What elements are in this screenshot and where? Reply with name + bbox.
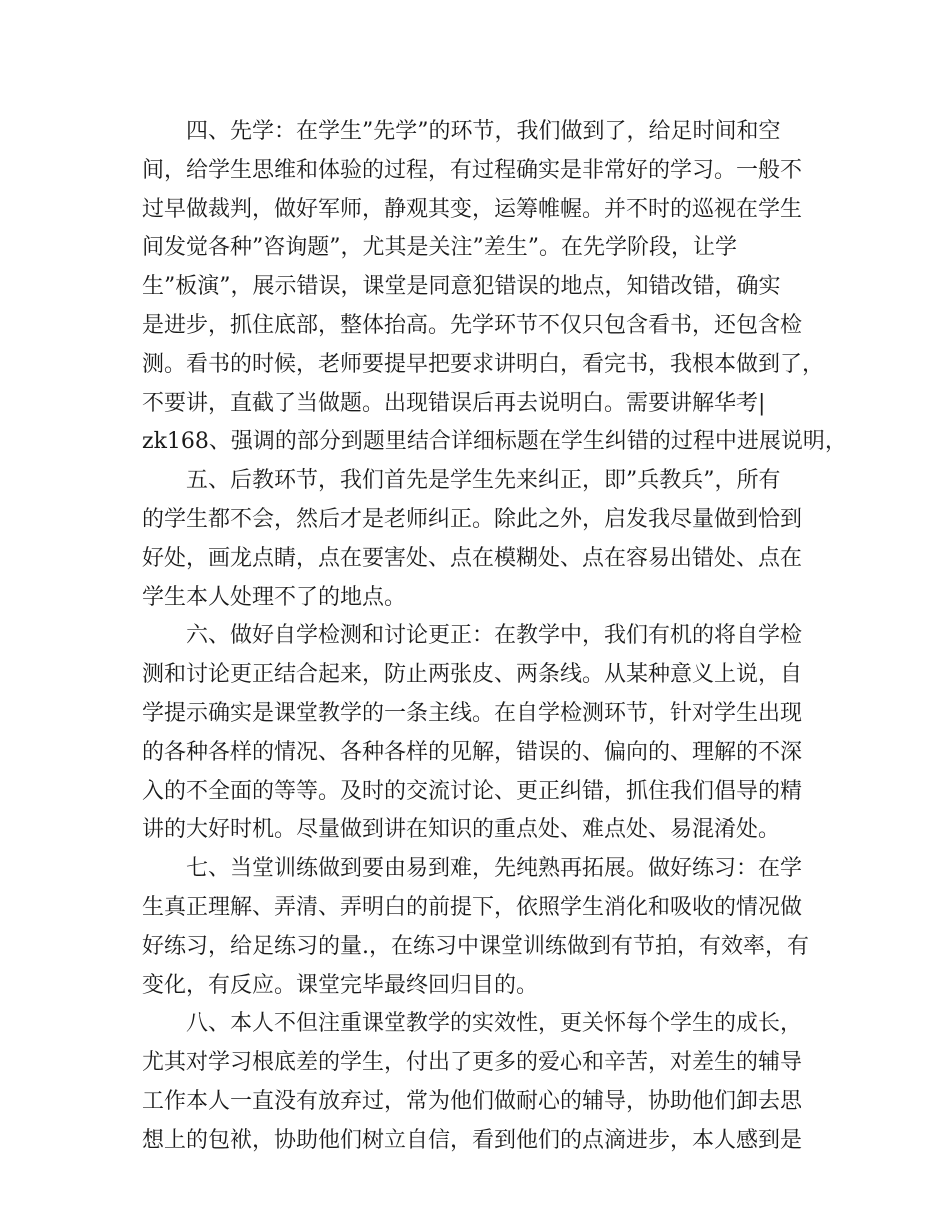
- paragraph-line: 过早做裁判，做好军师，静观其变，运筹帷幄。并不时的巡视在学生: [142, 196, 803, 222]
- paragraph-line: 测和讨论更正结合起来，防止两张皮、两条线。从某种意义上说，自: [142, 662, 803, 688]
- paragraph-line: 六、做好自学检测和讨论更正：在教学中，我们有机的将自学检: [186, 623, 803, 649]
- paragraph-line: 不要讲，直截了当做题。出现错误后再去说明白。需要讲解华考|: [142, 390, 766, 416]
- paragraph-line: 工作本人一直没有放弃过，常为他们做耐心的辅导，协助他们卸去思: [142, 1088, 803, 1114]
- paragraph-line: 好练习，给足练习的量.，在练习中课堂训练做到有节拍，有效率，有: [142, 933, 809, 959]
- paragraph-line: 间发觉各种”咨询题”，尤其是关注”差生”。在先学阶段，让学: [142, 235, 737, 261]
- paragraph-line: 七、当堂训练做到要由易到难，先纯熟再拓展。做好练习：在学: [186, 856, 803, 882]
- paragraph-seven: [142, 850, 814, 1005]
- paragraph-line: 的各种各样的情况、各种各样的见解，错误的、偏向的、理解的不深: [142, 739, 803, 765]
- paragraph-line: 是进步，抓住底部，整体抬高。先学环节不仅只包含看书，还包含检: [142, 312, 803, 338]
- paragraph-eight: [142, 1005, 814, 1160]
- paragraph-line: 五、后教环节，我们首先是学生先来纠正，即”兵教兵”，所有: [186, 468, 781, 494]
- paragraph-line: 生真正理解、弄清、弄明白的前提下，依照学生消化和吸收的情况做: [142, 894, 803, 920]
- paragraph-line: zk168、强调的部分到题里结合详细标题在学生纠错的过程中进展说明，: [142, 429, 847, 455]
- paragraph-line: 测。看书的时候，老师要提早把要求讲明白，看完书，我根本做到了，: [142, 351, 825, 377]
- paragraph-five: [142, 462, 814, 617]
- paragraph-line: 好处，画龙点睛，点在要害处、点在模糊处、点在容易出错处、点在: [142, 545, 803, 571]
- document-body: [142, 113, 847, 1161]
- paragraph-line: 入的不全面的等等。及时的交流讨论、更正纠错，抓住我们倡导的精: [142, 778, 803, 804]
- paragraph-line: 生”板演”，展示错误，课堂是同意犯错误的地点，知错改错，确实: [142, 274, 781, 300]
- paragraph-line: 尤其对学习根底差的学生，付出了更多的爱心和辛苦，对差生的辅导: [142, 1050, 803, 1076]
- paragraph-line: 间，给学生思维和体验的过程，有过程确实是非常好的学习。一般不: [142, 157, 803, 183]
- paragraph-four: [142, 113, 847, 462]
- paragraph-line: 讲的大好时机。尽量做到讲在知识的重点处、难点处、易混淆处。: [142, 817, 781, 843]
- paragraph-line: 的学生都不会，然后才是老师纠正。除此之外，启发我尽量做到恰到: [142, 506, 803, 532]
- paragraph-six: [142, 617, 814, 850]
- paragraph-line: 想上的包袱，协助他们树立自信，看到他们的点滴进步，本人感到是: [142, 1127, 803, 1153]
- paragraph-line: 学生本人处理不了的地点。: [142, 584, 407, 610]
- paragraph-line: 变化，有反应。课堂完毕最终回归目的。: [142, 972, 539, 998]
- paragraph-line: 八、本人不但注重课堂教学的实效性，更关怀每个学生的成长，: [186, 1011, 803, 1037]
- paragraph-line: 学提示确实是课堂教学的一条主线。在自学检测环节，针对学生出现: [142, 700, 803, 726]
- paragraph-line: 四、先学：在学生”先学”的环节，我们做到了，给足时间和空: [186, 119, 781, 144]
